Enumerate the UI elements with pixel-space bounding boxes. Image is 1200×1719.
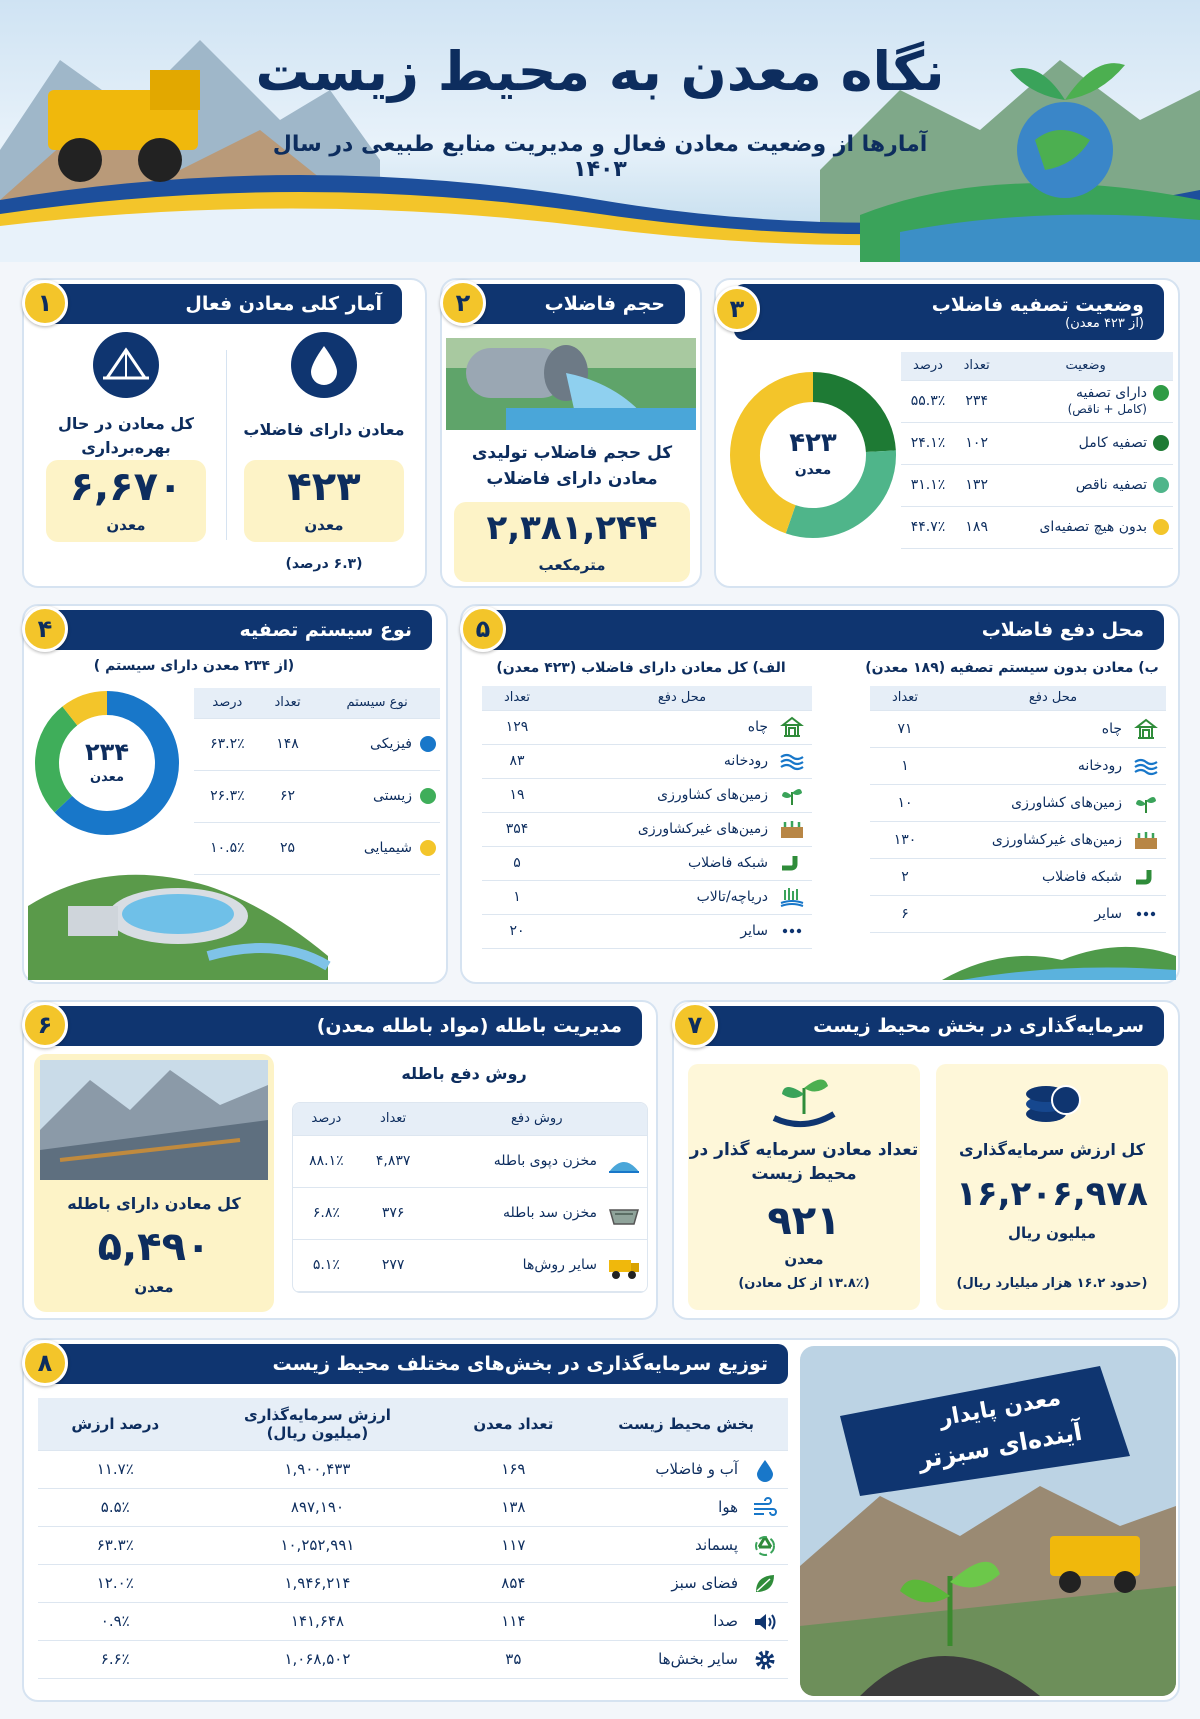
sector-cell: فضای سبز xyxy=(584,1564,742,1602)
legend-dot xyxy=(420,736,436,752)
count-cell: ۱۳۰ xyxy=(870,821,940,858)
count-cell: ۱ xyxy=(870,747,940,784)
system-cell xyxy=(314,718,440,770)
treatment-status-table xyxy=(901,352,1173,549)
table-row xyxy=(870,784,1166,821)
legend-dot xyxy=(1153,477,1169,493)
land-icon xyxy=(779,818,805,840)
count-cell: ۱ xyxy=(482,880,552,914)
donut-center-value: ۲۳۴ xyxy=(85,738,129,766)
count-cell: ۱۰ xyxy=(870,784,940,821)
col-percent: درصد xyxy=(293,1103,360,1135)
water-drop-icon xyxy=(752,1458,778,1480)
tailings-landscape-illustration xyxy=(40,1060,268,1180)
section-7-header xyxy=(692,1006,1164,1046)
location-cell: چاه xyxy=(552,710,772,744)
table-row xyxy=(194,718,440,770)
count-cell: ۱۰۲ xyxy=(955,422,998,464)
icon-cell xyxy=(772,710,812,744)
icon-cell xyxy=(742,1488,788,1526)
count-cell: ۶۲ xyxy=(261,770,315,822)
investment-value-unit: میلیون ریال xyxy=(1007,1224,1096,1242)
value-percent-cell: ۵.۵٪ xyxy=(38,1488,193,1526)
section-3-badge: ۳ xyxy=(714,286,760,332)
location-cell: زمین‌های کشاورزی xyxy=(552,778,772,812)
percent-cell: ۶.۸٪ xyxy=(293,1187,360,1239)
value-percent-cell: ۶۳.۳٪ xyxy=(38,1526,193,1564)
table-row xyxy=(293,1135,647,1187)
sector-cell: سایر بخش‌ها xyxy=(584,1640,742,1678)
wastewater-mines-value: ۴۲۳ xyxy=(287,464,361,510)
icon-cell xyxy=(742,1450,788,1488)
donut-center-value: ۴۲۳ xyxy=(789,428,837,458)
gear-icon xyxy=(752,1648,778,1670)
section-6-badge: ۶ xyxy=(22,1002,68,1048)
section-2-title: حجم فاضلاب xyxy=(544,293,665,315)
icon-cell xyxy=(772,744,812,778)
table-row xyxy=(38,1488,788,1526)
investment-value-box xyxy=(936,1064,1168,1310)
disposal-a-table xyxy=(482,686,812,949)
total-mines-value: ۶,۶۷۰ xyxy=(69,464,183,510)
section-4-title: نوع سیستم تصفیه xyxy=(239,619,412,641)
section-6-title: مدیریت باطله (مواد باطله معدن) xyxy=(316,1015,622,1037)
section-1-header xyxy=(42,284,402,324)
status-label: دارای تصفیه xyxy=(1075,385,1147,401)
col-investment-value-label: ارزش سرمایه‌گذاری xyxy=(243,1405,391,1424)
icon-cell xyxy=(772,914,812,948)
col-count: تعداد xyxy=(261,688,315,718)
location-cell: رودخانه xyxy=(940,747,1126,784)
legend-dot xyxy=(420,788,436,804)
dam-icon xyxy=(607,1202,641,1224)
investment-value: ۱۶,۲۰۶,۹۷۸ xyxy=(956,1174,1148,1214)
count-cell: ۱۸۹ xyxy=(955,506,998,548)
wastewater-volume-value: ۲,۳۸۱,۲۴۴ xyxy=(486,508,658,548)
tailings-total-box xyxy=(34,1054,274,1312)
table-row xyxy=(870,895,1166,932)
section-5-card xyxy=(460,604,1180,984)
col-value-percent: درصد ارزش xyxy=(38,1398,193,1450)
pipe-icon xyxy=(1133,866,1159,888)
count-cell: ۲۵ xyxy=(261,822,315,874)
col-count: تعداد xyxy=(482,686,552,710)
land-icon xyxy=(1133,829,1159,851)
count-cell: ۱۲۹ xyxy=(482,710,552,744)
count-cell: ۱۴۸ xyxy=(261,718,315,770)
table-row xyxy=(870,710,1166,747)
well-icon xyxy=(779,716,805,738)
disposal-b-title: ب) معادن بدون سیستم تصفیه (۱۸۹ معدن) xyxy=(865,660,1159,676)
count-cell: ۱۳۲ xyxy=(955,464,998,506)
count-cell: ۲۳۴ xyxy=(955,380,998,422)
table-row xyxy=(38,1640,788,1678)
count-cell: ۲۷۷ xyxy=(360,1239,427,1291)
col-method: روش دفع xyxy=(426,1103,647,1135)
table-row xyxy=(293,1187,647,1239)
total-mines-label: کل معادن در حال بهره‌برداری xyxy=(58,414,194,457)
section-3-card xyxy=(714,278,1180,588)
value-percent-cell: ۱۲.۰٪ xyxy=(38,1564,193,1602)
legend-dot xyxy=(1153,435,1169,451)
investment-value-cell: ۱۴۱,۶۴۸ xyxy=(193,1602,443,1640)
location-cell: رودخانه xyxy=(552,744,772,778)
system-label: شیمیایی xyxy=(363,840,412,856)
slogan-line-2: آینده‌ای سبزتر xyxy=(915,1417,1085,1475)
percent-cell: ۵.۱٪ xyxy=(293,1239,360,1291)
percent-cell: ۳۱.۱٪ xyxy=(901,464,955,506)
icon-cell xyxy=(1126,858,1166,895)
slogan-line-1: معدن پایدار xyxy=(937,1385,1063,1432)
icon-cell xyxy=(1126,747,1166,784)
status-label: تصفیه ناقص xyxy=(1075,477,1147,493)
icon-cell xyxy=(1126,784,1166,821)
location-cell: زمین‌های غیرکشاورزی xyxy=(940,821,1126,858)
wind-icon xyxy=(752,1496,778,1518)
section-7-title: سرمایه‌گذاری در بخش محیط زیست xyxy=(813,1015,1144,1037)
section-6-header xyxy=(42,1006,642,1046)
icon-cell xyxy=(772,880,812,914)
count-cell: ۲۰ xyxy=(482,914,552,948)
segment-chemical xyxy=(70,703,107,716)
icon-cell xyxy=(742,1602,788,1640)
landscape-strip xyxy=(942,936,1176,980)
tailings-table-title: روش دفع باطله xyxy=(401,1064,527,1083)
col-location: محل دفع xyxy=(940,686,1166,710)
value-percent-cell: ۰.۹٪ xyxy=(38,1602,193,1640)
col-count: تعداد xyxy=(955,352,998,380)
table-row xyxy=(38,1450,788,1488)
legend-dot xyxy=(1153,385,1169,401)
percent-cell: ۸۸.۱٪ xyxy=(293,1135,360,1187)
table-row xyxy=(38,1602,788,1640)
wastewater-mines-label: معادن دارای فاضلاب xyxy=(243,420,405,439)
count-cell: ۴,۸۳۷ xyxy=(360,1135,427,1187)
investment-value-label: کل ارزش سرمایه‌گذاری xyxy=(959,1140,1145,1159)
tailings-total-value: ۵,۴۹۰ xyxy=(97,1224,211,1270)
percent-cell: ۴۴.۷٪ xyxy=(901,506,955,548)
section-3-header xyxy=(734,284,1164,340)
icon-cell xyxy=(742,1564,788,1602)
truck-icon xyxy=(607,1254,641,1276)
investment-value-cell: ۸۹۷,۱۹۰ xyxy=(193,1488,443,1526)
dots-icon xyxy=(1133,903,1159,925)
count-cell: ۸۳ xyxy=(482,744,552,778)
icon-cell xyxy=(772,812,812,846)
location-cell: زمین‌های کشاورزی xyxy=(940,784,1126,821)
investing-mines-note: (۱۳.۸٪ از کل معادن) xyxy=(738,1276,870,1291)
table-row xyxy=(482,812,812,846)
section-8-badge: ۸ xyxy=(22,1340,68,1386)
icon-cell xyxy=(742,1526,788,1564)
sector-cell: صدا xyxy=(584,1602,742,1640)
table-row xyxy=(870,747,1166,784)
section-1-badge: ۱ xyxy=(22,280,68,326)
investment-distribution-table xyxy=(38,1398,788,1679)
mine-count-cell: ۱۱۷ xyxy=(442,1526,584,1564)
percent-cell: ۵۵.۳٪ xyxy=(901,380,955,422)
section-8-title: توزیع سرمایه‌گذاری در بخش‌های مختلف محیط زیست xyxy=(272,1353,768,1375)
plant-icon xyxy=(779,784,805,806)
river-icon xyxy=(1133,755,1159,777)
sector-cell: هوا xyxy=(584,1488,742,1526)
mine-count-cell: ۸۵۴ xyxy=(442,1564,584,1602)
status-label: تصفیه کامل xyxy=(1078,435,1147,451)
col-mine-count: تعداد معدن xyxy=(442,1398,584,1450)
location-cell: شبکه فاضلاب xyxy=(940,858,1126,895)
divider xyxy=(226,350,227,540)
system-label: فیزیکی xyxy=(370,736,412,752)
location-cell: سایر xyxy=(940,895,1126,932)
section-8-header xyxy=(42,1344,788,1384)
col-sector: بخش محیط زیست xyxy=(584,1398,788,1450)
section-4-card xyxy=(22,604,448,984)
section-5-badge: ۵ xyxy=(460,606,506,652)
treatment-plant-illustration xyxy=(28,846,444,980)
investing-mines-unit: معدن xyxy=(784,1250,824,1268)
donut-center-unit: معدن xyxy=(794,462,832,478)
plant-icon xyxy=(1133,792,1159,814)
investment-value-cell: ۱,۹۰۰,۴۳۳ xyxy=(193,1450,443,1488)
wastewater-mines-percent: (۶.۳ درصد) xyxy=(285,556,363,572)
well-icon xyxy=(1133,718,1159,740)
section-1-card xyxy=(22,278,427,588)
icon-cell xyxy=(601,1187,647,1239)
leaf-icon xyxy=(752,1572,778,1594)
wastewater-mines-unit: معدن xyxy=(304,516,344,534)
wastewater-pipe-illustration xyxy=(446,338,696,430)
mine-count-cell: ۱۶۹ xyxy=(442,1450,584,1488)
section-2-card xyxy=(440,278,702,588)
table-row xyxy=(482,710,812,744)
dots-icon xyxy=(779,920,805,942)
legend-dot xyxy=(1153,519,1169,535)
table-row xyxy=(293,1239,647,1291)
status-cell xyxy=(998,506,1173,548)
wastewater-volume-box xyxy=(454,502,690,582)
location-cell: زمین‌های غیرکشاورزی xyxy=(552,812,772,846)
investment-value-cell: ۱,۰۶۸,۵۰۲ xyxy=(193,1640,443,1678)
count-cell: ۵ xyxy=(482,846,552,880)
tailings-total-unit: معدن xyxy=(134,1278,174,1296)
col-investment-unit: (میلیون ریال) xyxy=(266,1423,369,1442)
percent-cell: ۲۶.۳٪ xyxy=(194,770,261,822)
count-cell: ۱۹ xyxy=(482,778,552,812)
tent-icon xyxy=(93,332,159,398)
section-3-subtitle: (از ۴۲۳ معدن) xyxy=(1065,315,1144,331)
icon-cell xyxy=(772,846,812,880)
value-percent-cell: ۱۱.۷٪ xyxy=(38,1450,193,1488)
sector-cell: آب و فاضلاب xyxy=(584,1450,742,1488)
col-location: محل دفع xyxy=(552,686,812,710)
table-row xyxy=(870,821,1166,858)
wastewater-volume-unit: مترمکعب xyxy=(538,556,606,574)
count-cell: ۲ xyxy=(870,858,940,895)
table-row xyxy=(901,464,1173,506)
col-system-type: نوع سیستم xyxy=(314,688,440,718)
status-cell xyxy=(998,380,1173,422)
section-4-subtitle: (از ۲۳۴ معدن دارای سیستم ) xyxy=(93,658,295,674)
section-7-badge: ۷ xyxy=(672,1002,718,1048)
icon-cell xyxy=(772,778,812,812)
wastewater-volume-label: کل حجم فاضلاب تولیدی معادن دارای فاضلاب xyxy=(471,443,673,489)
status-cell xyxy=(998,422,1173,464)
table-row xyxy=(870,858,1166,895)
col-investment-value xyxy=(193,1398,443,1450)
table-row xyxy=(38,1526,788,1564)
location-cell: دریاچه/تالاب xyxy=(552,880,772,914)
icon-cell xyxy=(1126,895,1166,932)
table-row xyxy=(38,1564,788,1602)
coins-icon xyxy=(1020,1070,1084,1130)
page-title: نگاه معدن به محیط زیست xyxy=(255,40,945,103)
status-cell xyxy=(998,464,1173,506)
table-row xyxy=(482,778,812,812)
system-cell xyxy=(314,770,440,822)
col-status: وضعیت xyxy=(998,352,1173,380)
col-count: تعداد xyxy=(360,1103,427,1135)
donut-center-unit: معدن xyxy=(90,770,124,785)
col-percent: درصد xyxy=(194,688,261,718)
method-cell: مخزن دپوی باطله xyxy=(426,1135,601,1187)
icon-cell xyxy=(601,1135,647,1187)
method-cell: مخزن سد باطله xyxy=(426,1187,601,1239)
table-row xyxy=(482,744,812,778)
table-row xyxy=(901,422,1173,464)
count-cell: ۳۵۴ xyxy=(482,812,552,846)
percent-cell: ۶۳.۲٪ xyxy=(194,718,261,770)
icon-cell xyxy=(1126,821,1166,858)
wastewater-mines-box xyxy=(234,332,414,532)
col-count: تعداد xyxy=(870,686,940,710)
section-4-header xyxy=(42,610,432,650)
section-5-title: محل دفع فاضلاب xyxy=(981,619,1144,641)
section-8-card xyxy=(22,1338,1180,1702)
disposal-a-title: الف) کل معادن دارای فاضلاب (۴۲۳ معدن) xyxy=(496,660,786,676)
section-6-card xyxy=(22,1000,658,1320)
water-drop-icon xyxy=(291,332,357,398)
table-row xyxy=(901,380,1173,422)
location-cell: چاه xyxy=(940,710,1126,747)
section-2-header xyxy=(460,284,685,324)
investment-value-cell: ۱,۹۴۶,۲۱۴ xyxy=(193,1564,443,1602)
location-cell: شبکه فاضلاب xyxy=(552,846,772,880)
sustainable-mine-panel xyxy=(800,1346,1176,1696)
count-cell: ۷۱ xyxy=(870,710,940,747)
location-cell: سایر xyxy=(552,914,772,948)
table-row xyxy=(482,914,812,948)
section-7-card xyxy=(672,1000,1180,1320)
recycle-icon xyxy=(752,1534,778,1556)
total-mines-box xyxy=(36,332,216,552)
system-label: زیستی xyxy=(372,788,412,804)
river-icon xyxy=(779,750,805,772)
count-cell: ۳۷۶ xyxy=(360,1187,427,1239)
section-3-title: وضعیت تصفیه فاضلاب xyxy=(931,293,1144,316)
mine-count-cell: ۳۵ xyxy=(442,1640,584,1678)
status-label: بدون هیچ تصفیه‌ای xyxy=(1039,519,1147,535)
tailings-table xyxy=(292,1102,648,1293)
speaker-icon xyxy=(752,1610,778,1632)
section-1-title: آمار کلی معادن فعال xyxy=(185,293,382,315)
method-cell: سایر روش‌ها xyxy=(426,1239,601,1291)
total-mines-value-box xyxy=(46,460,206,542)
header-banner xyxy=(0,0,1200,262)
col-percent: درصد xyxy=(901,352,955,380)
tailings-total-label: کل معادن دارای باطله xyxy=(67,1194,241,1213)
percent-cell: ۲۴.۱٪ xyxy=(901,422,955,464)
disposal-b-table xyxy=(870,686,1166,933)
section-4-badge: ۴ xyxy=(22,606,68,652)
table-row xyxy=(901,506,1173,548)
investing-mines-box xyxy=(688,1064,920,1310)
mine-count-cell: ۱۱۴ xyxy=(442,1602,584,1640)
value-percent-cell: ۶.۶٪ xyxy=(38,1640,193,1678)
investing-mines-label: تعداد معادن سرمایه گذار در محیط زیست xyxy=(689,1140,919,1184)
icon-cell xyxy=(601,1239,647,1291)
status-sublabel: (کامل + ناقص) xyxy=(1067,402,1147,416)
sector-cell: پسماند xyxy=(584,1526,742,1564)
mine-count-cell: ۱۳۸ xyxy=(442,1488,584,1526)
investing-mines-value: ۹۲۱ xyxy=(767,1198,841,1244)
count-cell: ۶ xyxy=(870,895,940,932)
total-mines-unit: معدن xyxy=(106,516,146,534)
page-subtitle: آمارها از وضعیت معادن فعال و مدیریت منابع طبیعی در سال ۱۴۰۳ xyxy=(272,132,928,182)
section-2-badge: ۲ xyxy=(440,280,486,326)
table-row xyxy=(482,846,812,880)
plant-in-hand-icon xyxy=(764,1070,844,1134)
icon-cell xyxy=(742,1640,788,1678)
investment-value-note: (حدود ۱۶.۲ هزار میلیارد ریال) xyxy=(956,1276,1148,1291)
icon-cell xyxy=(1126,710,1166,747)
percent-cell: ۱۰.۵٪ xyxy=(194,822,261,874)
pipe-icon xyxy=(779,852,805,874)
dump-icon xyxy=(607,1150,641,1172)
section-5-header xyxy=(480,610,1164,650)
lake-icon xyxy=(779,886,805,908)
table-row xyxy=(194,770,440,822)
wastewater-mines-value-box xyxy=(244,460,404,542)
table-row xyxy=(482,880,812,914)
investment-value-cell: ۱۰,۲۵۲,۹۹۱ xyxy=(193,1526,443,1564)
